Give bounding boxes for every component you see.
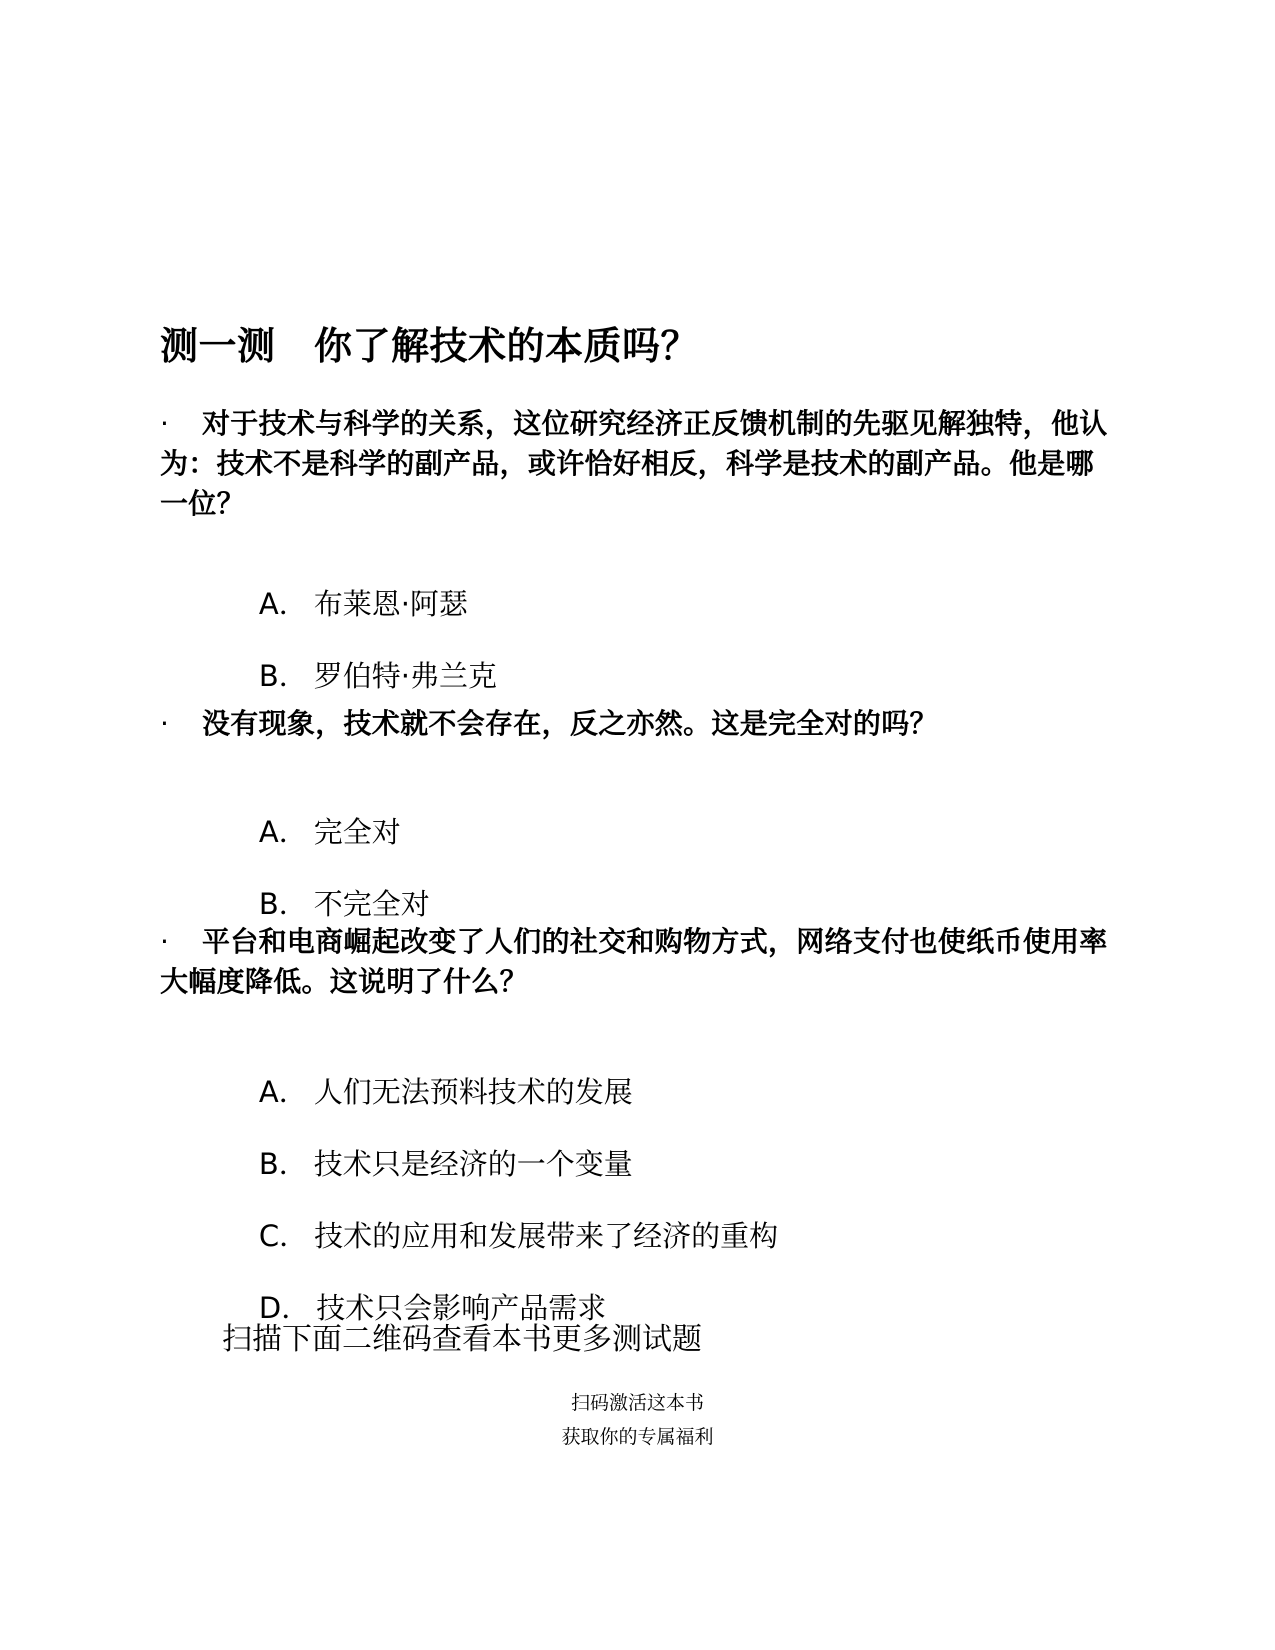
option-letter: D．	[258, 1291, 311, 1325]
question-bullet: ·	[160, 707, 170, 740]
question-bullet: ·	[160, 407, 170, 440]
question-3-text: 平台和电商崛起改变了人们的社交和购物方式，网络支付也使纸币使用率大幅度降低。这说明了什么？	[160, 925, 1108, 998]
option-text: 不完全对	[313, 887, 430, 921]
option-letter: B．	[258, 1147, 308, 1181]
option-letter: A．	[258, 1075, 308, 1109]
option-text: 技术的应用和发展带来了经济的重构	[314, 1219, 779, 1253]
question-1-text: 对于技术与科学的关系，这位研究经济正反馈机制的先驱见解独特，他认为：技术不是科学的副产品，或许恰好相反，科学是技术的副产品。他是哪一位？	[160, 407, 1108, 520]
question-1	[160, 404, 1120, 524]
question-bullet: ·	[160, 925, 170, 958]
option-letter: B．	[258, 887, 308, 921]
question-3	[160, 922, 1120, 1002]
option-text: 布莱恩·阿瑟	[313, 587, 468, 621]
option-letter: A．	[258, 587, 308, 621]
question-2	[160, 704, 1120, 744]
option-letter: A．	[258, 815, 308, 849]
option-letter: C．	[258, 1219, 309, 1253]
option-text: 技术只会影响产品需求	[316, 1291, 607, 1325]
scan-prompt: 扫描下面二维码查看本书更多测试题	[222, 1322, 702, 1357]
qr-caption-line-2: 获取你的专属福利	[561, 1426, 714, 1448]
option-text: 罗伯特·弗兰克	[313, 659, 497, 693]
option-letter: B．	[258, 659, 308, 693]
page-title: 测一测 你了解技术的本质吗？	[160, 324, 700, 368]
qr-caption-line-1: 扫码激活这本书	[570, 1392, 704, 1414]
question-2-text: 没有现象，技术就不会存在，反之亦然。这是完全对的吗？	[202, 707, 938, 740]
option-text: 人们无法预料技术的发展	[313, 1075, 633, 1109]
option-text: 技术只是经济的一个变量	[313, 1147, 633, 1181]
option-text: 完全对	[313, 815, 401, 849]
